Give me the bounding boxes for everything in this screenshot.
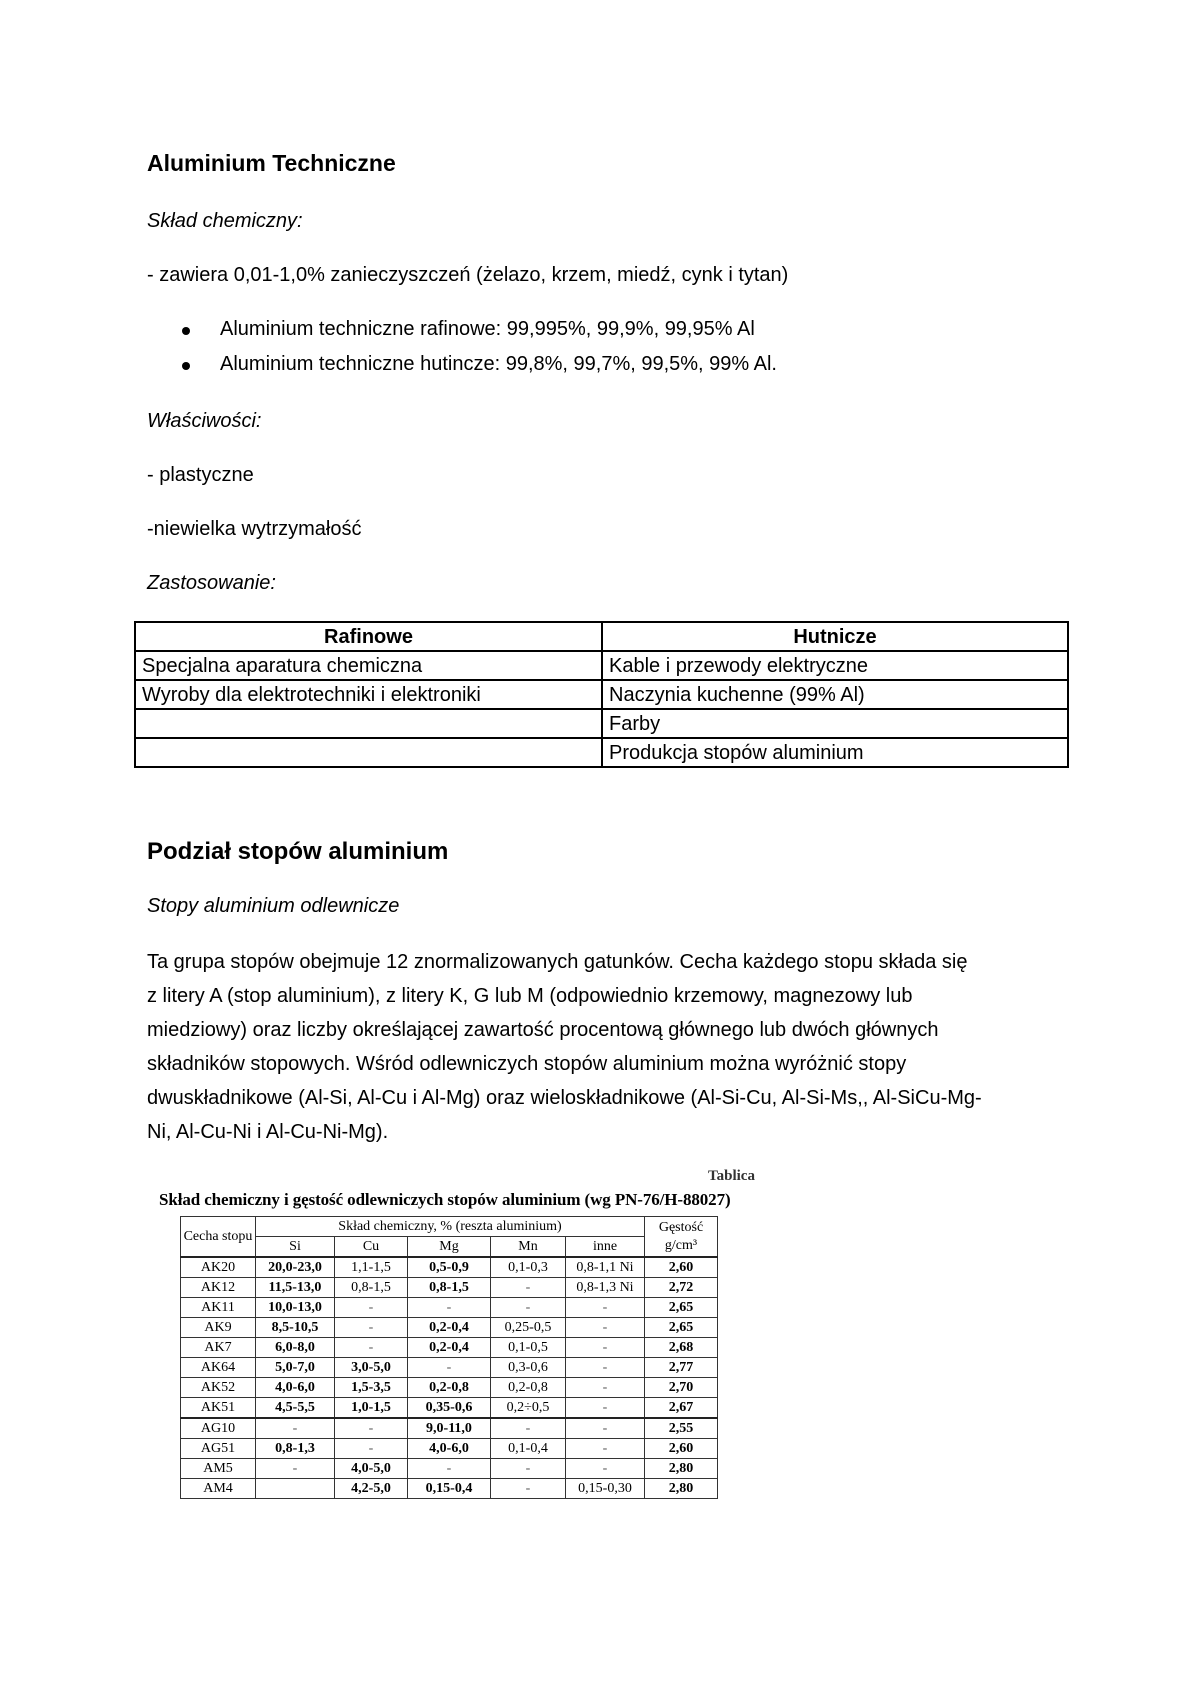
table-row	[181, 1459, 718, 1479]
heading-aluminium-techniczne: Aluminium Techniczne	[147, 150, 396, 176]
table-cell: 0,8-1,5	[408, 1278, 491, 1298]
table-number-label: Tablica	[708, 1168, 755, 1184]
table-cell: Produkcja stopów aluminium	[602, 738, 1068, 767]
table-cell: 8,5-10,5	[256, 1318, 335, 1338]
table-cell: -	[335, 1318, 408, 1338]
alloy-code-cell: AK51	[181, 1398, 256, 1419]
column-header: Cu	[335, 1237, 408, 1258]
table-cell: -	[566, 1338, 645, 1358]
table-cell: 2,60	[645, 1257, 718, 1278]
table-cell: 2,72	[645, 1278, 718, 1298]
table-cell: 4,0-6,0	[256, 1378, 335, 1398]
table-row	[181, 1298, 718, 1318]
table-cell: 2,70	[645, 1378, 718, 1398]
table-cell: -	[566, 1398, 645, 1419]
table-cell: 0,2-0,4	[408, 1338, 491, 1358]
table-cell: -	[408, 1358, 491, 1378]
table-cell: 0,2-0,8	[408, 1378, 491, 1398]
table-cell	[256, 1479, 335, 1499]
table-cell: 0,8-1,3	[256, 1439, 335, 1459]
application-table	[134, 621, 1069, 768]
table-cell: -	[335, 1439, 408, 1459]
alloy-code-cell: AK12	[181, 1278, 256, 1298]
alloy-code-cell: AK20	[181, 1257, 256, 1278]
table-row	[181, 1278, 718, 1298]
paragraph-line: Ni, Al-Cu-Ni i Al-Cu-Ni-Mg).	[147, 1121, 389, 1143]
table-cell: 20,0-23,0	[256, 1257, 335, 1278]
table-cell: 0,1-0,4	[491, 1439, 566, 1459]
alloy-code-cell: AK7	[181, 1338, 256, 1358]
alloy-code-cell: AG10	[181, 1418, 256, 1439]
bullet-icon	[182, 327, 190, 335]
table-row	[135, 738, 1068, 767]
table-cell: 4,2-5,0	[335, 1479, 408, 1499]
table-cell	[135, 709, 602, 738]
table-cell: 0,35-0,6	[408, 1398, 491, 1419]
table-cell: 0,1-0,5	[491, 1338, 566, 1358]
table-cell: Farby	[602, 709, 1068, 738]
table-cell: 2,65	[645, 1298, 718, 1318]
table-cell: 0,2÷0,5	[491, 1398, 566, 1419]
table-row	[181, 1318, 718, 1338]
property-item: -niewielka wytrzymałość	[147, 518, 362, 540]
alloy-code-cell: AK64	[181, 1358, 256, 1378]
table-cell: 2,80	[645, 1479, 718, 1499]
label-sklad: Skład chemiczny:	[147, 210, 303, 232]
table-row	[135, 680, 1068, 709]
table-row	[181, 1398, 718, 1419]
table-cell: -	[335, 1338, 408, 1358]
paragraph-line: z litery A (stop aluminium), z litery K, G lub M (odpowiednio krzemowy, magnezowy lub	[147, 985, 913, 1007]
table-cell: 2,68	[645, 1338, 718, 1358]
table-cell: 2,67	[645, 1398, 718, 1419]
table-cell: 0,25-0,5	[491, 1318, 566, 1338]
column-header: Skład chemiczny, % (reszta aluminium)	[256, 1217, 645, 1237]
table-cell: Naczynia kuchenne (99% Al)	[602, 680, 1068, 709]
table-cell: -	[491, 1418, 566, 1439]
column-header: Mg	[408, 1237, 491, 1258]
paragraph-line: składników stopowych. Wśród odlewniczych stopów aluminium można wyróżnić stopy	[147, 1053, 907, 1075]
paragraph-line: dwuskładnikowe (Al-Si, Al-Cu i Al-Mg) oraz wieloskładnikowe (Al-Si-Cu, Al-Si-Ms,, Al-SiCu-Mg-	[147, 1087, 982, 1109]
paragraph-line: miedziowy) oraz liczby określającej zawartość procentową głównego lub dwóch głównych	[147, 1019, 939, 1041]
table-row	[181, 1257, 718, 1278]
column-header: inne	[566, 1237, 645, 1258]
alloy-code-cell: AM4	[181, 1479, 256, 1499]
table-cell: 4,0-6,0	[408, 1439, 491, 1459]
table-cell: 6,0-8,0	[256, 1338, 335, 1358]
scanned-table-title: Skład chemiczny i gęstość odlewniczych stopów aluminium (wg PN-76/H-88027)	[159, 1190, 731, 1209]
table-cell: Kable i przewody elektryczne	[602, 651, 1068, 680]
table-cell: -	[491, 1459, 566, 1479]
table-cell: Wyroby dla elektrotechniki i elektroniki	[135, 680, 602, 709]
table-cell: -	[566, 1459, 645, 1479]
label-zastosowanie: Zastosowanie:	[147, 572, 276, 594]
alloy-code-cell: AM5	[181, 1459, 256, 1479]
table-cell: -	[491, 1278, 566, 1298]
table-cell: 0,1-0,3	[491, 1257, 566, 1278]
heading-podzial-stopow: Podział stopów aluminium	[147, 838, 449, 865]
table-row	[181, 1378, 718, 1398]
column-header: Si	[256, 1237, 335, 1258]
table-cell: 0,5-0,9	[408, 1257, 491, 1278]
bullet-icon	[182, 362, 190, 370]
alloy-composition-table	[180, 1216, 718, 1499]
table-cell: 1,1-1,5	[335, 1257, 408, 1278]
table-cell: 0,2-0,4	[408, 1318, 491, 1338]
table-row	[135, 651, 1068, 680]
column-header: Mn	[491, 1237, 566, 1258]
table-cell: 0,15-0,30	[566, 1479, 645, 1499]
table-cell: -	[335, 1418, 408, 1439]
table-cell: 0,8-1,5	[335, 1278, 408, 1298]
subheading-stopy-odlewnicze: Stopy aluminium odlewnicze	[147, 895, 400, 917]
table-cell: 2,65	[645, 1318, 718, 1338]
table-cell: -	[491, 1479, 566, 1499]
table-cell: -	[566, 1318, 645, 1338]
table-cell: 11,5-13,0	[256, 1278, 335, 1298]
table-cell: 5,0-7,0	[256, 1358, 335, 1378]
table-row	[135, 709, 1068, 738]
table-cell: 4,0-5,0	[335, 1459, 408, 1479]
table-cell: 10,0-13,0	[256, 1298, 335, 1318]
label-wlasciwosci: Właściwości:	[147, 410, 262, 432]
table-cell: -	[256, 1418, 335, 1439]
table-cell: 0,8-1,1 Ni	[566, 1257, 645, 1278]
table-cell: 2,77	[645, 1358, 718, 1378]
table-cell: 4,5-5,5	[256, 1398, 335, 1419]
table-cell: -	[335, 1298, 408, 1318]
column-header: Rafinowe	[135, 622, 602, 651]
bullet-text: Aluminium techniczne hutincze: 99,8%, 99,7%, 99,5%, 99% Al.	[220, 353, 777, 375]
alloy-code-cell: AK11	[181, 1298, 256, 1318]
table-row	[181, 1479, 718, 1499]
table-row	[181, 1439, 718, 1459]
table-cell: -	[408, 1298, 491, 1318]
bullet-text: Aluminium techniczne rafinowe: 99,995%, 99,9%, 99,95% Al	[220, 318, 755, 340]
table-cell: 2,60	[645, 1439, 718, 1459]
table-cell: 2,80	[645, 1459, 718, 1479]
table-cell: 0,2-0,8	[491, 1378, 566, 1398]
alloy-code-cell: AK52	[181, 1378, 256, 1398]
table-cell	[135, 738, 602, 767]
paragraph	[147, 945, 1067, 1149]
table-cell: 0,15-0,4	[408, 1479, 491, 1499]
table-cell: 0,8-1,3 Ni	[566, 1278, 645, 1298]
table-cell: 9,0-11,0	[408, 1418, 491, 1439]
paragraph-line: Ta grupa stopów obejmuje 12 znormalizowanych gatunków. Cecha każdego stopu składa się	[147, 951, 968, 973]
table-cell: 1,0-1,5	[335, 1398, 408, 1419]
table-row	[181, 1418, 718, 1439]
table-cell: 3,0-5,0	[335, 1358, 408, 1378]
property-item: - plastyczne	[147, 464, 254, 486]
table-row	[181, 1338, 718, 1358]
table-cell: Specjalna aparatura chemiczna	[135, 651, 602, 680]
table-cell: -	[491, 1298, 566, 1318]
table-cell: -	[566, 1298, 645, 1318]
table-cell: -	[566, 1358, 645, 1378]
table-cell: 2,55	[645, 1418, 718, 1439]
table-cell: -	[566, 1378, 645, 1398]
table-cell: -	[566, 1418, 645, 1439]
table-cell: 0,3-0,6	[491, 1358, 566, 1378]
column-header: Cecha stopu	[181, 1217, 256, 1258]
alloy-code-cell: AG51	[181, 1439, 256, 1459]
alloy-code-cell: AK9	[181, 1318, 256, 1338]
table-cell: -	[566, 1439, 645, 1459]
table-row	[181, 1358, 718, 1378]
table-cell: -	[256, 1459, 335, 1479]
column-header: Hutnicze	[602, 622, 1068, 651]
column-header: Gęstość g/cm³	[645, 1217, 718, 1258]
table-cell: 1,5-3,5	[335, 1378, 408, 1398]
sklad-text: - zawiera 0,01-1,0% zanieczyszczeń (żelazo, krzem, miedź, cynk i tytan)	[147, 264, 789, 286]
table-cell: -	[408, 1459, 491, 1479]
